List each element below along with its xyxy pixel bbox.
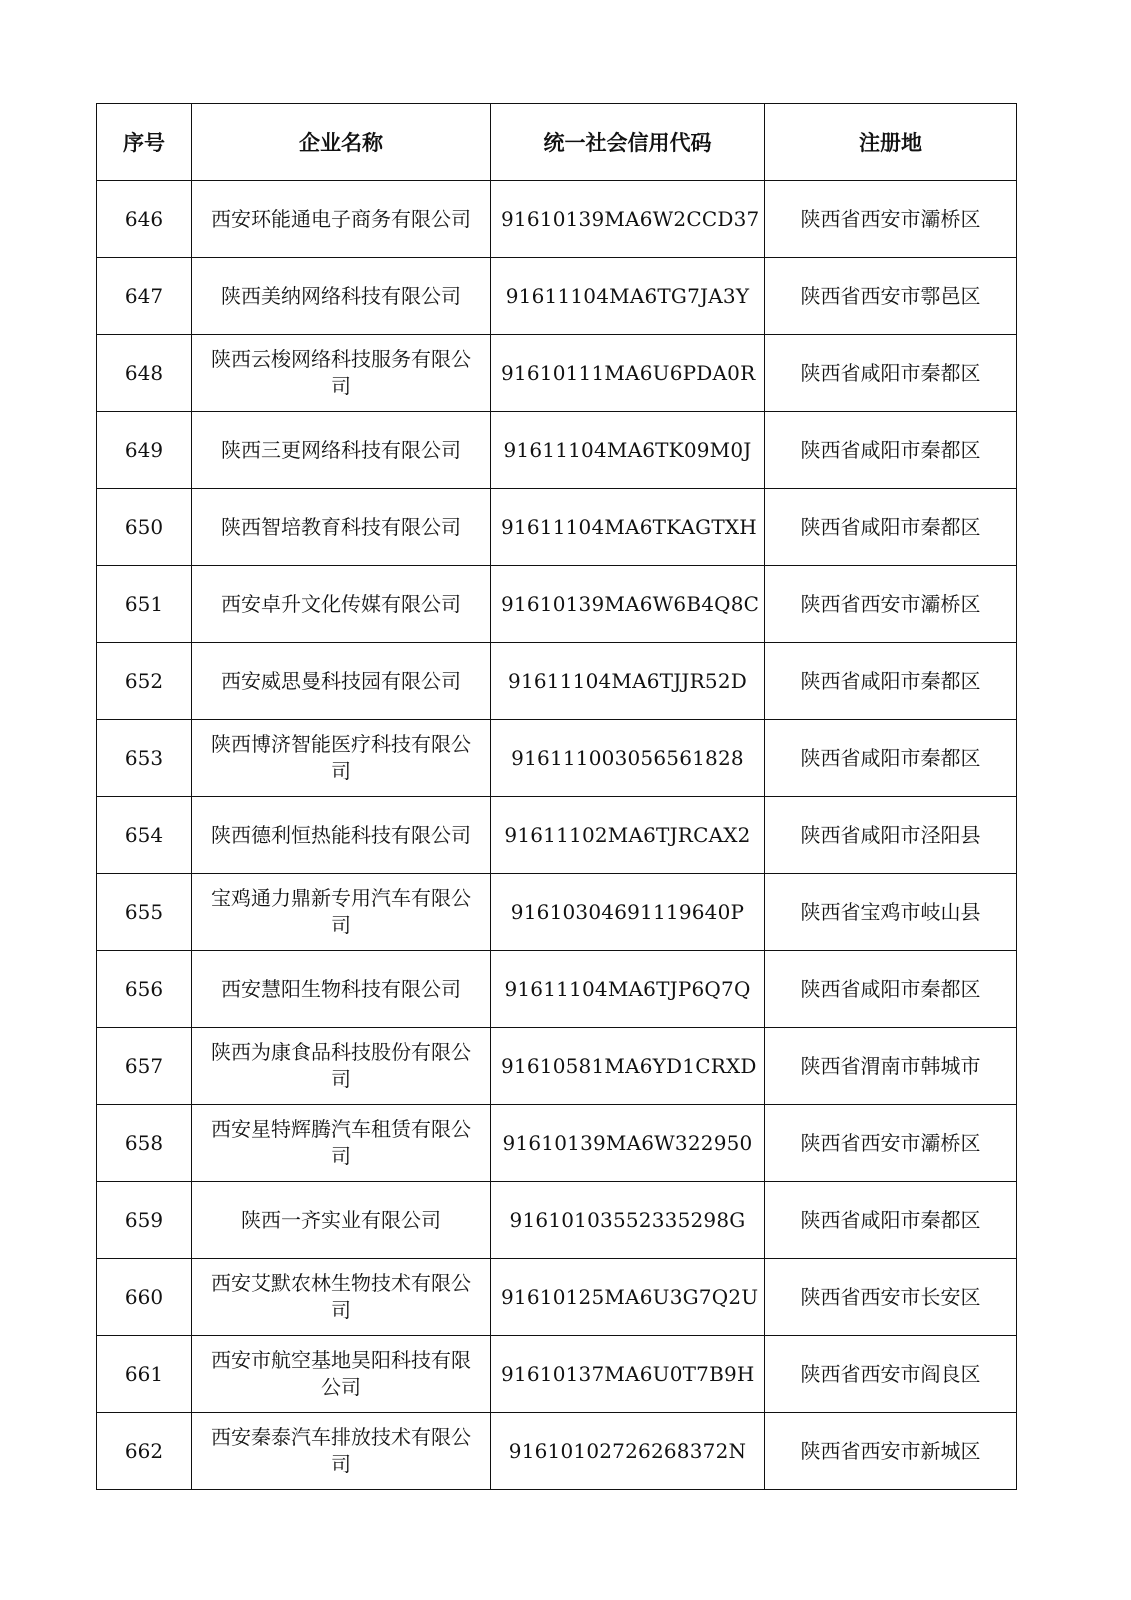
cell-index: 656 (97, 951, 192, 1028)
cell-code: 91611104MA6TJP6Q7Q (491, 951, 765, 1028)
cell-location: 陕西省咸阳市秦都区 (765, 720, 1017, 797)
cell-index: 659 (97, 1182, 192, 1259)
cell-name: 西安威思曼科技园有限公司 (192, 643, 491, 720)
header-index: 序号 (97, 104, 192, 181)
cell-location: 陕西省宝鸡市岐山县 (765, 874, 1017, 951)
cell-index: 661 (97, 1336, 192, 1413)
cell-code: 91611104MA6TJJR52D (491, 643, 765, 720)
cell-name: 西安环能通电子商务有限公司 (192, 181, 491, 258)
table-row (97, 797, 1017, 874)
cell-name: 西安秦泰汽车排放技术有限公司 (192, 1413, 491, 1490)
cell-code: 91610125MA6U3G7Q2U (491, 1259, 765, 1336)
cell-code: 91611102MA6TJRCAX2 (491, 797, 765, 874)
cell-index: 651 (97, 566, 192, 643)
header-location: 注册地 (765, 104, 1017, 181)
table-row (97, 1105, 1017, 1182)
cell-location: 陕西省西安市灞桥区 (765, 1105, 1017, 1182)
cell-location: 陕西省西安市阎良区 (765, 1336, 1017, 1413)
cell-code: 91611104MA6TKAGTXH (491, 489, 765, 566)
table-row (97, 335, 1017, 412)
cell-name: 西安艾默农林生物技术有限公司 (192, 1259, 491, 1336)
cell-name: 陕西云梭网络科技服务有限公司 (192, 335, 491, 412)
cell-name: 陕西德利恒热能科技有限公司 (192, 797, 491, 874)
cell-code: 91610102726268372N (491, 1413, 765, 1490)
cell-index: 646 (97, 181, 192, 258)
cell-location: 陕西省咸阳市秦都区 (765, 951, 1017, 1028)
header-code: 统一社会信用代码 (491, 104, 765, 181)
cell-code: 91611104MA6TG7JA3Y (491, 258, 765, 335)
table-row (97, 720, 1017, 797)
table-row (97, 489, 1017, 566)
cell-location: 陕西省咸阳市秦都区 (765, 335, 1017, 412)
table-row (97, 951, 1017, 1028)
cell-index: 649 (97, 412, 192, 489)
table-row (97, 412, 1017, 489)
cell-location: 陕西省西安市长安区 (765, 1259, 1017, 1336)
header-name: 企业名称 (192, 104, 491, 181)
cell-code: 91610139MA6W322950 (491, 1105, 765, 1182)
cell-index: 655 (97, 874, 192, 951)
table-row (97, 181, 1017, 258)
cell-index: 658 (97, 1105, 192, 1182)
cell-index: 660 (97, 1259, 192, 1336)
cell-name: 西安星特辉腾汽车租赁有限公司 (192, 1105, 491, 1182)
cell-index: 662 (97, 1413, 192, 1490)
table-row (97, 566, 1017, 643)
cell-index: 652 (97, 643, 192, 720)
enterprise-table (96, 103, 1017, 1490)
cell-name: 陕西美纳网络科技有限公司 (192, 258, 491, 335)
cell-code: 91610304691119640P (491, 874, 765, 951)
cell-location: 陕西省西安市灞桥区 (765, 566, 1017, 643)
cell-index: 654 (97, 797, 192, 874)
table-row (97, 1336, 1017, 1413)
table-row (97, 1413, 1017, 1490)
table-row (97, 258, 1017, 335)
cell-location: 陕西省渭南市韩城市 (765, 1028, 1017, 1105)
cell-name: 西安市航空基地昊阳科技有限公司 (192, 1336, 491, 1413)
cell-index: 650 (97, 489, 192, 566)
table-row (97, 643, 1017, 720)
cell-location: 陕西省咸阳市秦都区 (765, 489, 1017, 566)
cell-location: 陕西省咸阳市泾阳县 (765, 797, 1017, 874)
cell-name: 西安慧阳生物科技有限公司 (192, 951, 491, 1028)
cell-location: 陕西省咸阳市秦都区 (765, 412, 1017, 489)
table-row (97, 1182, 1017, 1259)
cell-location: 陕西省咸阳市秦都区 (765, 1182, 1017, 1259)
cell-code: 91610581MA6YD1CRXD (491, 1028, 765, 1105)
cell-code: 91610139MA6W2CCD37 (491, 181, 765, 258)
cell-location: 陕西省西安市灞桥区 (765, 181, 1017, 258)
cell-code: 91610139MA6W6B4Q8C (491, 566, 765, 643)
cell-index: 648 (97, 335, 192, 412)
cell-index: 657 (97, 1028, 192, 1105)
table-row (97, 874, 1017, 951)
cell-name: 陕西三更网络科技有限公司 (192, 412, 491, 489)
cell-name: 宝鸡通力鼎新专用汽车有限公司 (192, 874, 491, 951)
cell-code: 91610103552335298G (491, 1182, 765, 1259)
cell-name: 陕西智培教育科技有限公司 (192, 489, 491, 566)
cell-name: 陕西为康食品科技股份有限公司 (192, 1028, 491, 1105)
cell-code: 916111003056561828 (491, 720, 765, 797)
table-row (97, 1259, 1017, 1336)
cell-code: 91611104MA6TK09M0J (491, 412, 765, 489)
cell-code: 91610137MA6U0T7B9H (491, 1336, 765, 1413)
cell-name: 西安卓升文化传媒有限公司 (192, 566, 491, 643)
cell-code: 91610111MA6U6PDA0R (491, 335, 765, 412)
cell-location: 陕西省咸阳市秦都区 (765, 643, 1017, 720)
table-body (97, 181, 1017, 1490)
cell-index: 653 (97, 720, 192, 797)
cell-location: 陕西省西安市新城区 (765, 1413, 1017, 1490)
header-row (97, 104, 1017, 181)
cell-location: 陕西省西安市鄠邑区 (765, 258, 1017, 335)
cell-index: 647 (97, 258, 192, 335)
cell-name: 陕西一齐实业有限公司 (192, 1182, 491, 1259)
cell-name: 陕西博济智能医疗科技有限公司 (192, 720, 491, 797)
table-row (97, 1028, 1017, 1105)
